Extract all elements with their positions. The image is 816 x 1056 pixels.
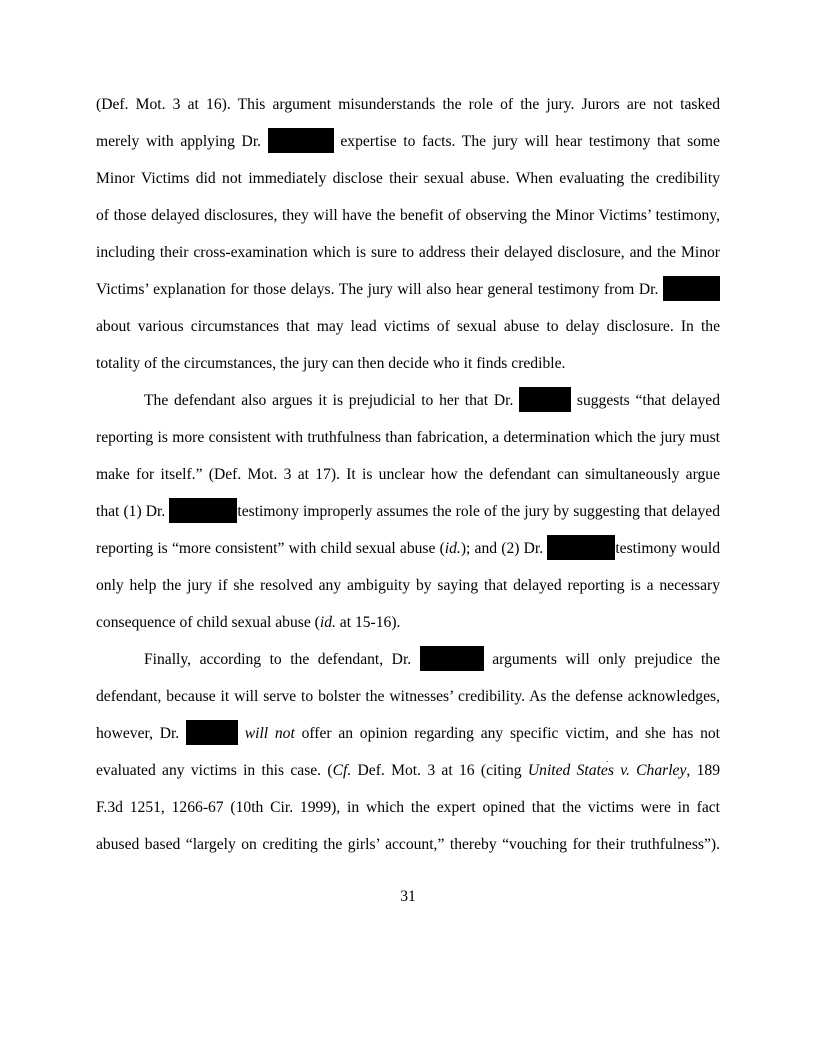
text-span	[238, 725, 245, 742]
paragraph-line	[96, 645, 720, 682]
citation-italic: id.	[319, 614, 336, 631]
text-span: offer an opinion regarding any specific victim, and she has not	[294, 725, 720, 742]
emphasis-italic: will not	[244, 725, 295, 742]
text-span: Victims’ explanation for those delays. The jury will also hear general testimony from Dr.	[96, 281, 663, 298]
redaction-block	[186, 720, 238, 745]
paragraph-line	[96, 719, 720, 756]
stray-mark: .	[606, 754, 609, 764]
text-span: at 15-16).	[335, 614, 401, 631]
citation-signal-italic: Cf.	[332, 762, 352, 779]
paragraph-line	[96, 756, 720, 793]
document-body	[96, 90, 720, 867]
case-name-italic: United States v. Charley	[527, 762, 687, 779]
text-span: reporting is “more consistent” with child sexual abuse (	[96, 540, 445, 557]
redaction-block	[268, 128, 334, 153]
text-span: suggests “that delayed	[571, 392, 721, 409]
text-span: Finally, according to the defendant, Dr.	[144, 651, 420, 668]
text-span: testimony would	[615, 540, 721, 557]
paragraph-line	[96, 608, 720, 645]
paragraph-line: of those delayed disclosures, they will have the benefit of observing the Minor Victims’ testimony,	[96, 207, 720, 224]
paragraph-line	[96, 497, 720, 534]
redaction-block	[663, 276, 720, 301]
paragraph-line: including their cross-examination which is sure to address their delayed disclosure, and the Minor	[96, 244, 720, 261]
text-span: ); and (2) Dr.	[460, 540, 548, 557]
paragraph-line	[96, 127, 720, 164]
text-span: Def. Mot. 3 at 16 (citing	[351, 762, 528, 779]
paragraph-line: F.3d 1251, 1266-67 (10th Cir. 1999), in which the expert opined that the victims were in fact	[96, 799, 720, 816]
text-span: that (1) Dr.	[96, 503, 170, 520]
redaction-block	[547, 535, 615, 560]
paragraph-line	[96, 534, 720, 571]
paragraph-line	[96, 386, 720, 423]
paragraph-line: reporting is more consistent with truthfulness than fabrication, a determination which the jury must	[96, 429, 720, 446]
text-span: however, Dr.	[96, 725, 186, 742]
text-span: merely with applying Dr.	[96, 133, 268, 150]
paragraph-line: abused based “largely on crediting the girls’ account,” thereby “vouching for their truthfulness”).	[96, 836, 720, 853]
paragraph-line: totality of the circumstances, the jury can then decide who it finds credible.	[96, 355, 566, 372]
text-span: , 189	[686, 762, 720, 779]
page-number: 31	[400, 888, 416, 905]
paragraph-line: only help the jury if she resolved any ambiguity by saying that delayed reporting is a necessary	[96, 577, 720, 594]
text-span: consequence of child sexual abuse (	[96, 614, 320, 631]
text-span: expertise to facts. The jury will hear testimony that some	[333, 133, 720, 150]
text-span: arguments will only prejudice the	[483, 651, 721, 668]
paragraph-line: Minor Victims did not immediately disclose their sexual abuse. When evaluating the credibility	[96, 170, 720, 187]
paragraph-line: (Def. Mot. 3 at 16). This argument misunderstands the role of the jury. Jurors are not tasked	[96, 96, 720, 113]
redaction-block	[169, 498, 237, 523]
redaction-block	[420, 646, 484, 671]
text-span: The defendant also argues it is prejudicial to her that Dr.	[144, 392, 520, 409]
paragraph-line: about various circumstances that may lead victims of sexual abuse to delay disclosure. In the	[96, 318, 720, 335]
text-span: testimony improperly assumes the role of the jury by suggesting that delayed	[237, 503, 720, 520]
paragraph-line: make for itself.” (Def. Mot. 3 at 17). It is unclear how the defendant can simultaneously argue	[96, 466, 720, 483]
citation-italic: id.	[444, 540, 461, 557]
paragraph-line	[96, 275, 720, 312]
redaction-block	[519, 387, 571, 412]
paragraph-line: defendant, because it will serve to bolster the witnesses’ credibility. As the defense acknowledges,	[96, 688, 720, 705]
text-span: evaluated any victims in this case. (	[96, 762, 333, 779]
